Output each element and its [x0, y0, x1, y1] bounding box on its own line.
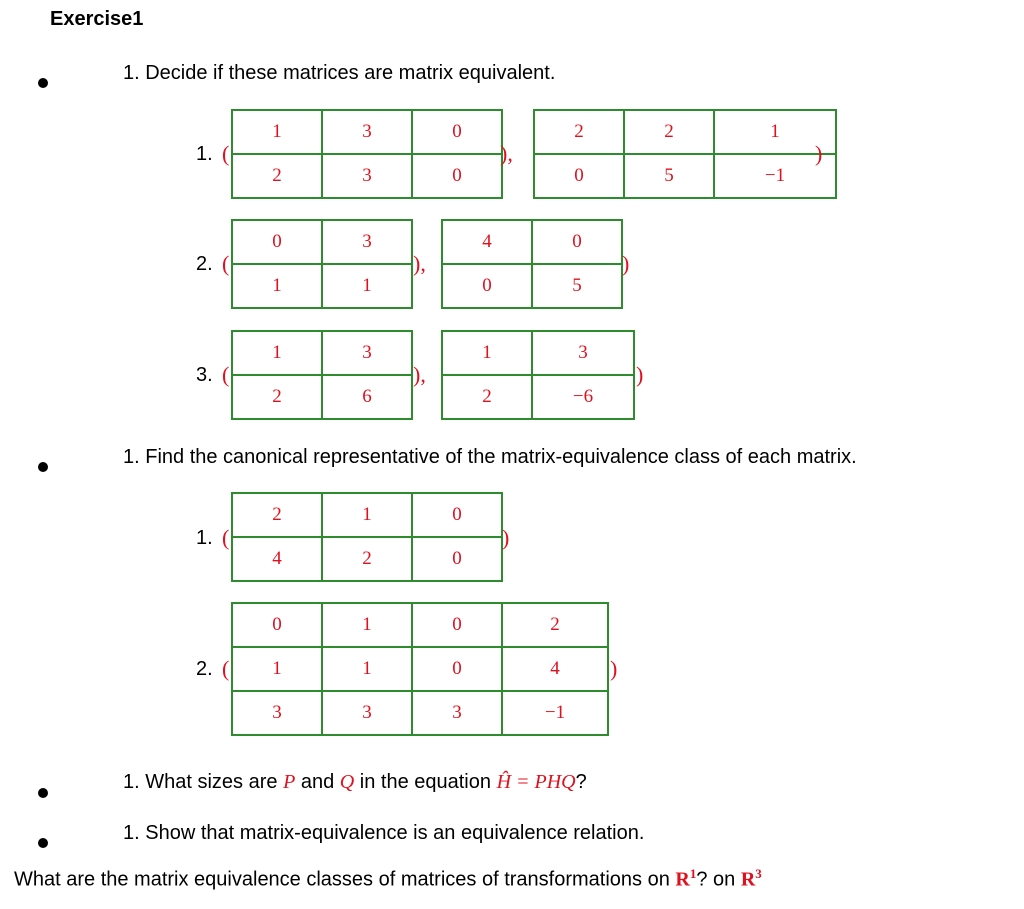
separator: ),: [413, 362, 426, 387]
item-label: 1.: [196, 527, 213, 549]
close-paren: ): [502, 525, 510, 550]
open-paren: (: [222, 141, 230, 166]
bullet: [38, 838, 48, 848]
var-P: P: [283, 771, 296, 793]
matrix-1a: 1 3 0 2 3 0: [231, 109, 503, 199]
item-label: 2.: [196, 253, 213, 275]
exercise-title: Exercise1: [50, 8, 144, 30]
bullet: [38, 462, 48, 472]
question-4: 1. Show that matrix-equivalence is an equivalence relation.: [123, 822, 645, 844]
matrix-3b: 1 3 2 −6: [441, 330, 635, 420]
final-question: What are the matrix equivalence classes of matrices of transformations on $R^1$? on $R^3$: [14, 866, 762, 891]
matrix-2b: 4 0 0 5: [441, 219, 623, 309]
close-paren: ): [622, 251, 630, 276]
separator: ),: [500, 141, 513, 166]
matrix-5: 0 1 0 2 1 1 0 4 3 3 3 −1: [231, 602, 609, 736]
close-paren: ): [815, 141, 823, 166]
matrix-4: 2 1 0 4 2 0: [231, 492, 503, 582]
bullet: [38, 788, 48, 798]
close-paren: ): [636, 362, 644, 387]
bullet: [38, 78, 48, 88]
separator: ),: [413, 251, 426, 276]
open-paren: (: [222, 362, 230, 387]
var-Q: Q: [339, 771, 355, 793]
open-paren: (: [222, 525, 230, 550]
question-2: 1. Find the canonical representative of the matrix-equivalence class of each matrix.: [123, 446, 857, 468]
open-paren: (: [222, 251, 230, 276]
matrix-3a: 1 3 2 6: [231, 330, 413, 420]
R3: R: [740, 868, 756, 891]
question-3: 1. What sizes are P and Q in the equation Ĥ = PHQ?: [123, 771, 587, 793]
close-paren: ): [610, 656, 618, 681]
question-1: 1. Decide if these matrices are matrix equivalent.: [123, 62, 556, 84]
matrix-1b: 2 2 1 0 5 −1: [533, 109, 837, 199]
open-paren: (: [222, 656, 230, 681]
item-label: 3.: [196, 364, 213, 386]
R1: R: [675, 868, 690, 891]
equation: Ĥ = PHQ: [496, 771, 576, 793]
matrix-2a: 0 3 1 1: [231, 219, 413, 309]
item-label: 1.: [196, 143, 213, 165]
item-label: 2.: [196, 658, 213, 680]
